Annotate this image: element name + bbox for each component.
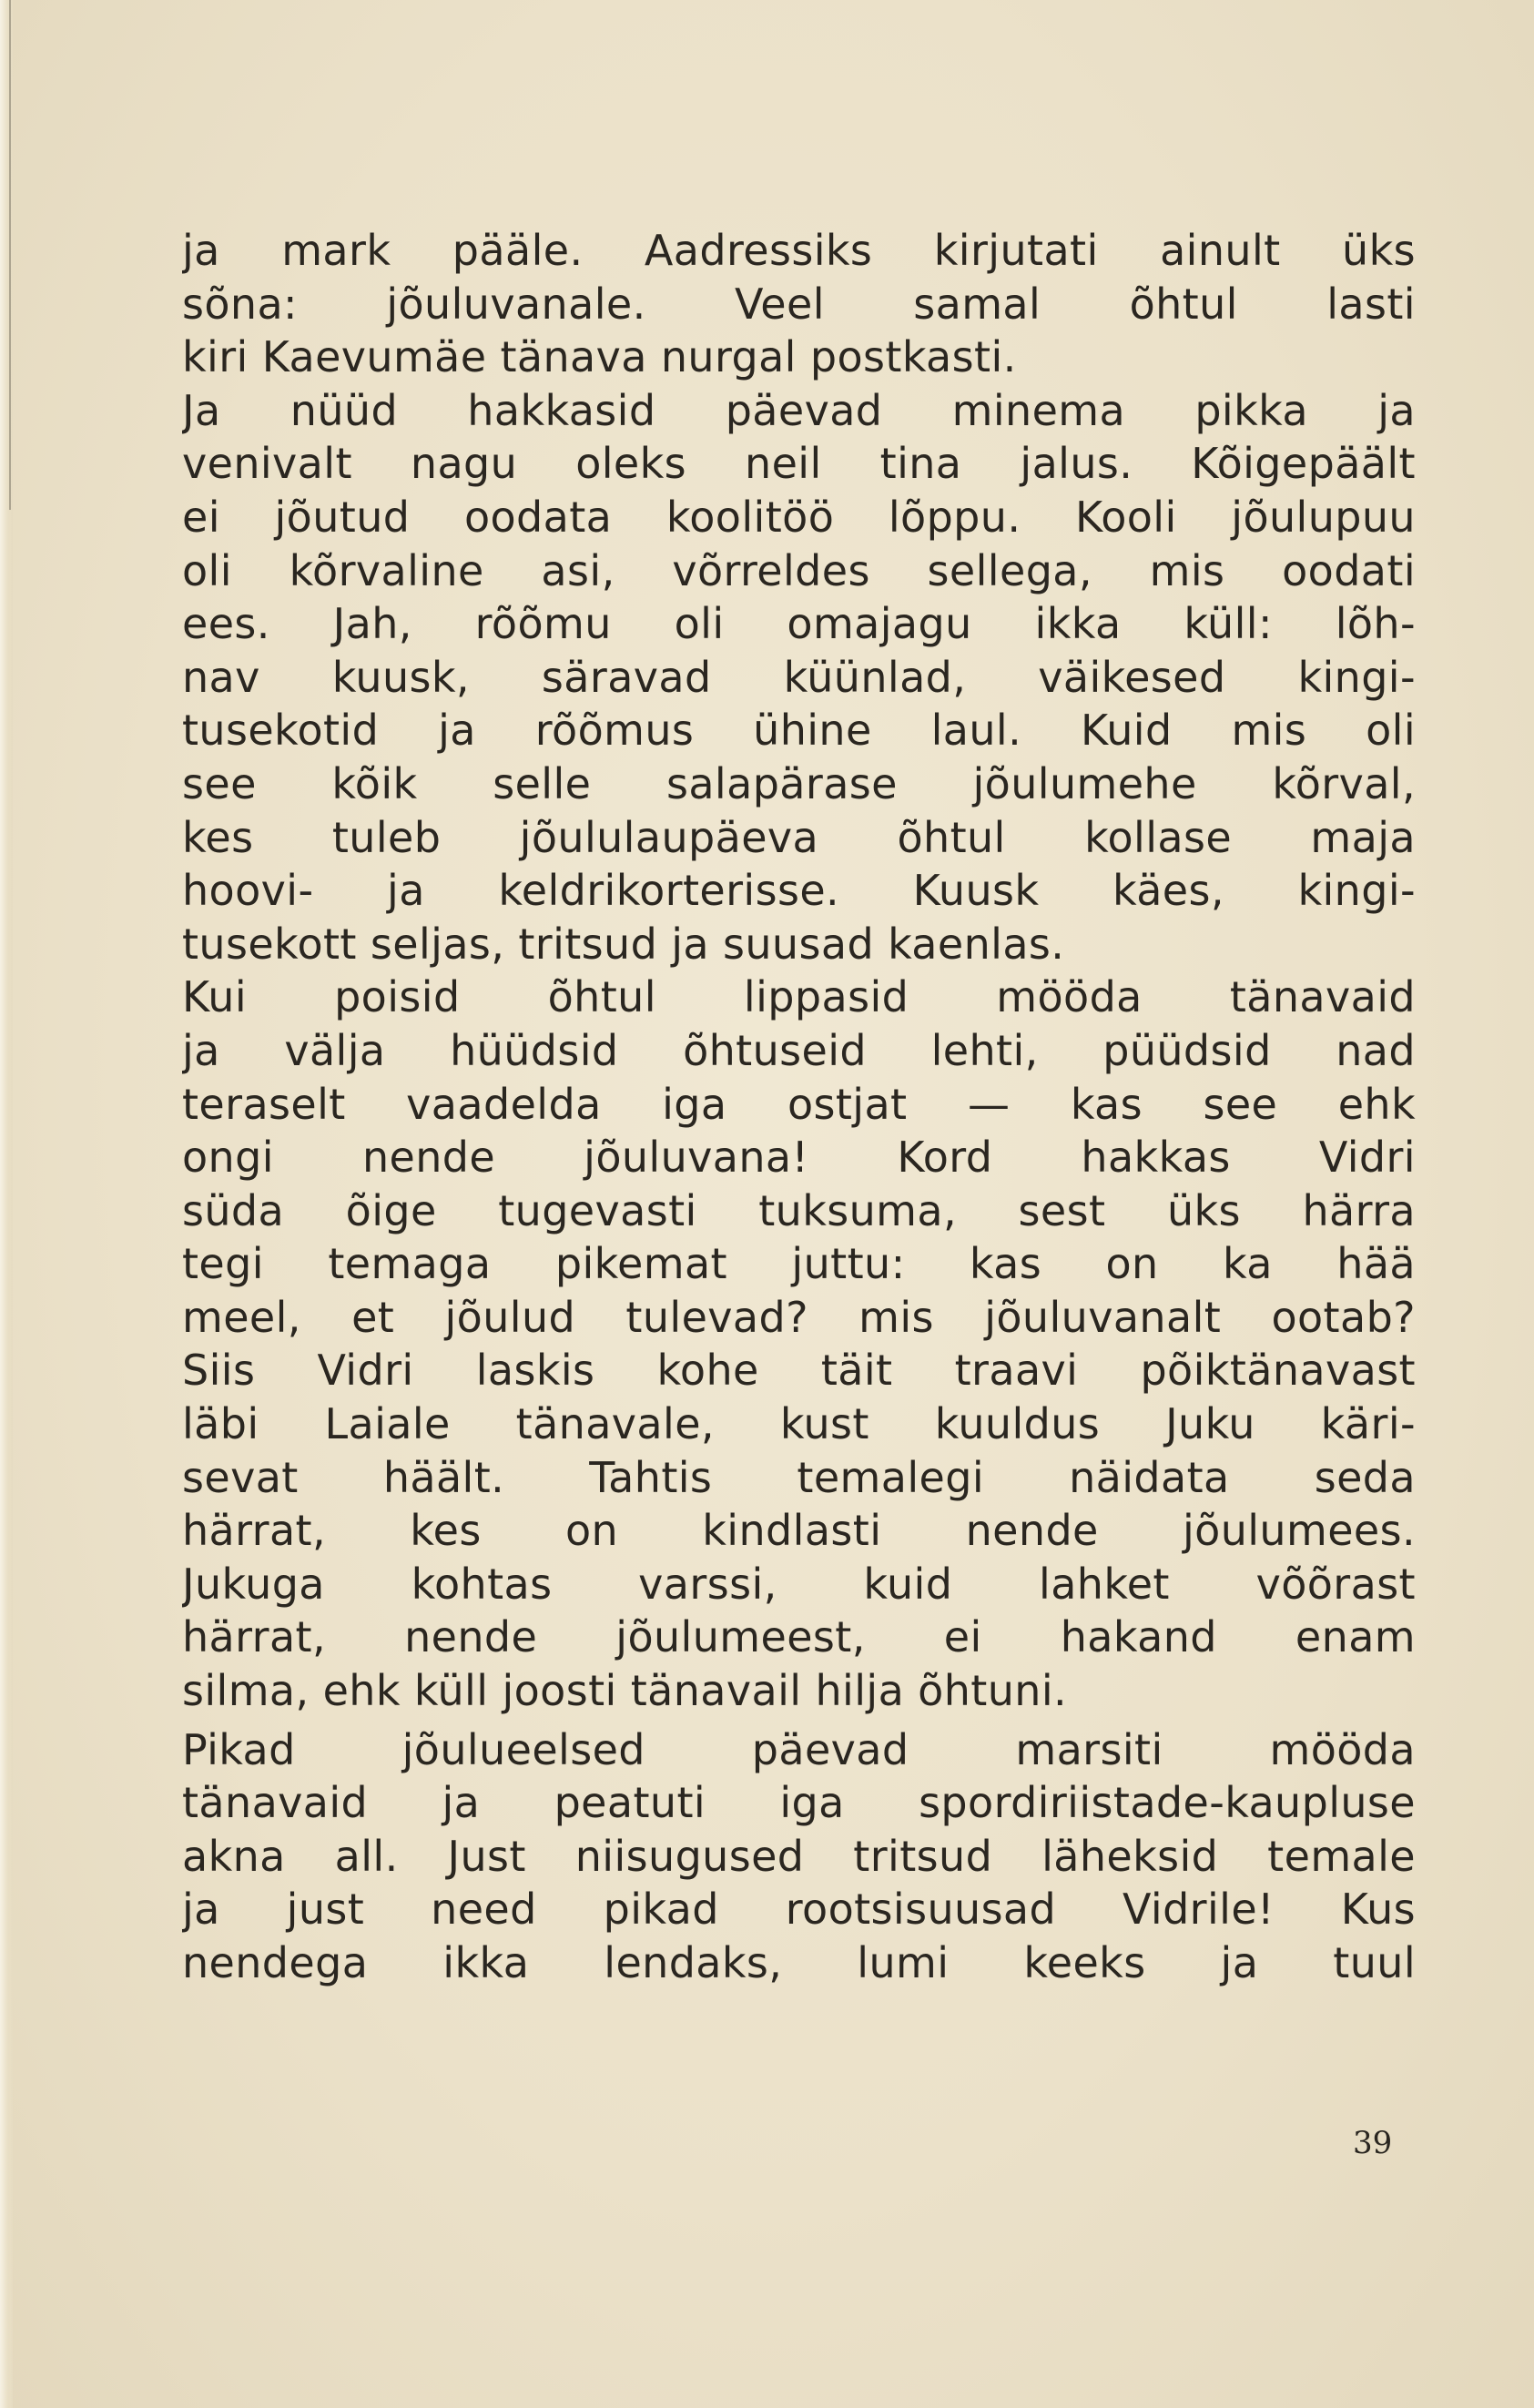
paragraph-1 <box>182 224 1416 384</box>
text-line: härrat, kes on kindlasti nende jõulumees. <box>182 1506 1416 1556</box>
text-line: Kui poisid õhtul lippasid mööda tänavaid <box>182 972 1416 1022</box>
text-line: kiri Kaevumäe tänava nurgal postkasti. <box>182 332 1017 382</box>
text-line: Siis Vidri laskis kohe täit traavi põiktänavast <box>182 1346 1416 1396</box>
text-line: nendega ikka lendaks, lumi keeks ja tuul <box>182 1938 1416 1987</box>
text-line: see kõik selle salapärase jõulumehe kõrval, <box>182 758 1416 808</box>
text-line: tusekott seljas, tritsud ja suusad kaenlas. <box>182 919 1065 969</box>
paragraph-4 <box>182 1723 1416 1990</box>
text-line: Ja nüüd hakkasid päevad minema pikka ja <box>182 385 1416 435</box>
page-number: 39 <box>1353 2125 1393 2161</box>
text-line: süda õige tugevasti tuksuma, sest üks härra <box>182 1185 1416 1235</box>
text-line: ongi nende jõuluvana! Kord hakkas Vidri <box>182 1133 1416 1183</box>
text-line: kes tuleb jõululaupäeva õhtul kollase maja <box>182 812 1416 862</box>
text-line: tegi temaga pikemat juttu: kas on ka hää <box>182 1239 1416 1289</box>
text-line: ja välja hüüdsid õhtuseid lehti, püüdsid nad <box>182 1025 1416 1075</box>
text-line: tusekotid ja rõõmus ühine laul. Kuid mis oli <box>182 706 1416 756</box>
text-line: ja just need pikad rootsisuusad Vidrile! Kus <box>182 1885 1416 1935</box>
text-line: tänavaid ja peatuti iga spordiriistade-kaupluse <box>182 1778 1416 1828</box>
paragraph-3 <box>182 970 1416 1717</box>
text-line: Jukuga kohtas varssi, kuid lahket võõrast <box>182 1559 1416 1609</box>
text-line: silma, ehk küll joosti tänavail hilja õhtuni. <box>182 1666 1068 1716</box>
text-line: oli kõrvaline asi, võrreldes sellega, mis oodati <box>182 545 1416 595</box>
text-line: teraselt vaadelda iga ostjat — kas see ehk <box>182 1079 1416 1129</box>
text-line: ei jõutud oodata koolitöö lõppu. Kooli jõulupuu <box>182 492 1416 542</box>
text-line: nav kuusk, säravad küünlad, väikesed kingi- <box>182 652 1416 702</box>
text-line: akna all. Just niisugused tritsud läheksid temale <box>182 1831 1416 1881</box>
text-line: venivalt nagu oleks neil tina jalus. Kõigepäält <box>182 439 1416 489</box>
text-line: meel, et jõulud tulevad? mis jõuluvanalt ootab? <box>182 1292 1416 1342</box>
text-line: sõna: jõuluvanale. Veel samal õhtul lasti <box>182 279 1416 329</box>
text-line: härrat, nende jõulumeest, ei hakand enam <box>182 1612 1416 1662</box>
page-edge <box>0 0 13 2408</box>
text-line: läbi Laiale tänavale, kust kuuldus Juku käri- <box>182 1399 1416 1449</box>
text-line: sevat häält. Tahtis temalegi näidata seda <box>182 1452 1416 1502</box>
text-line: Pikad jõulueelsed päevad marsiti mööda <box>182 1724 1416 1774</box>
text-line: ees. Jah, rõõmu oli omajagu ikka küll: lõh- <box>182 599 1416 649</box>
paragraph-2 <box>182 384 1416 971</box>
text-line: ja mark pääle. Aadressiks kirjutati ainult üks <box>182 226 1416 275</box>
text-line: hoovi- ja keldrikorterisse. Kuusk käes, kingi- <box>182 866 1416 916</box>
body-text <box>182 224 1416 1990</box>
